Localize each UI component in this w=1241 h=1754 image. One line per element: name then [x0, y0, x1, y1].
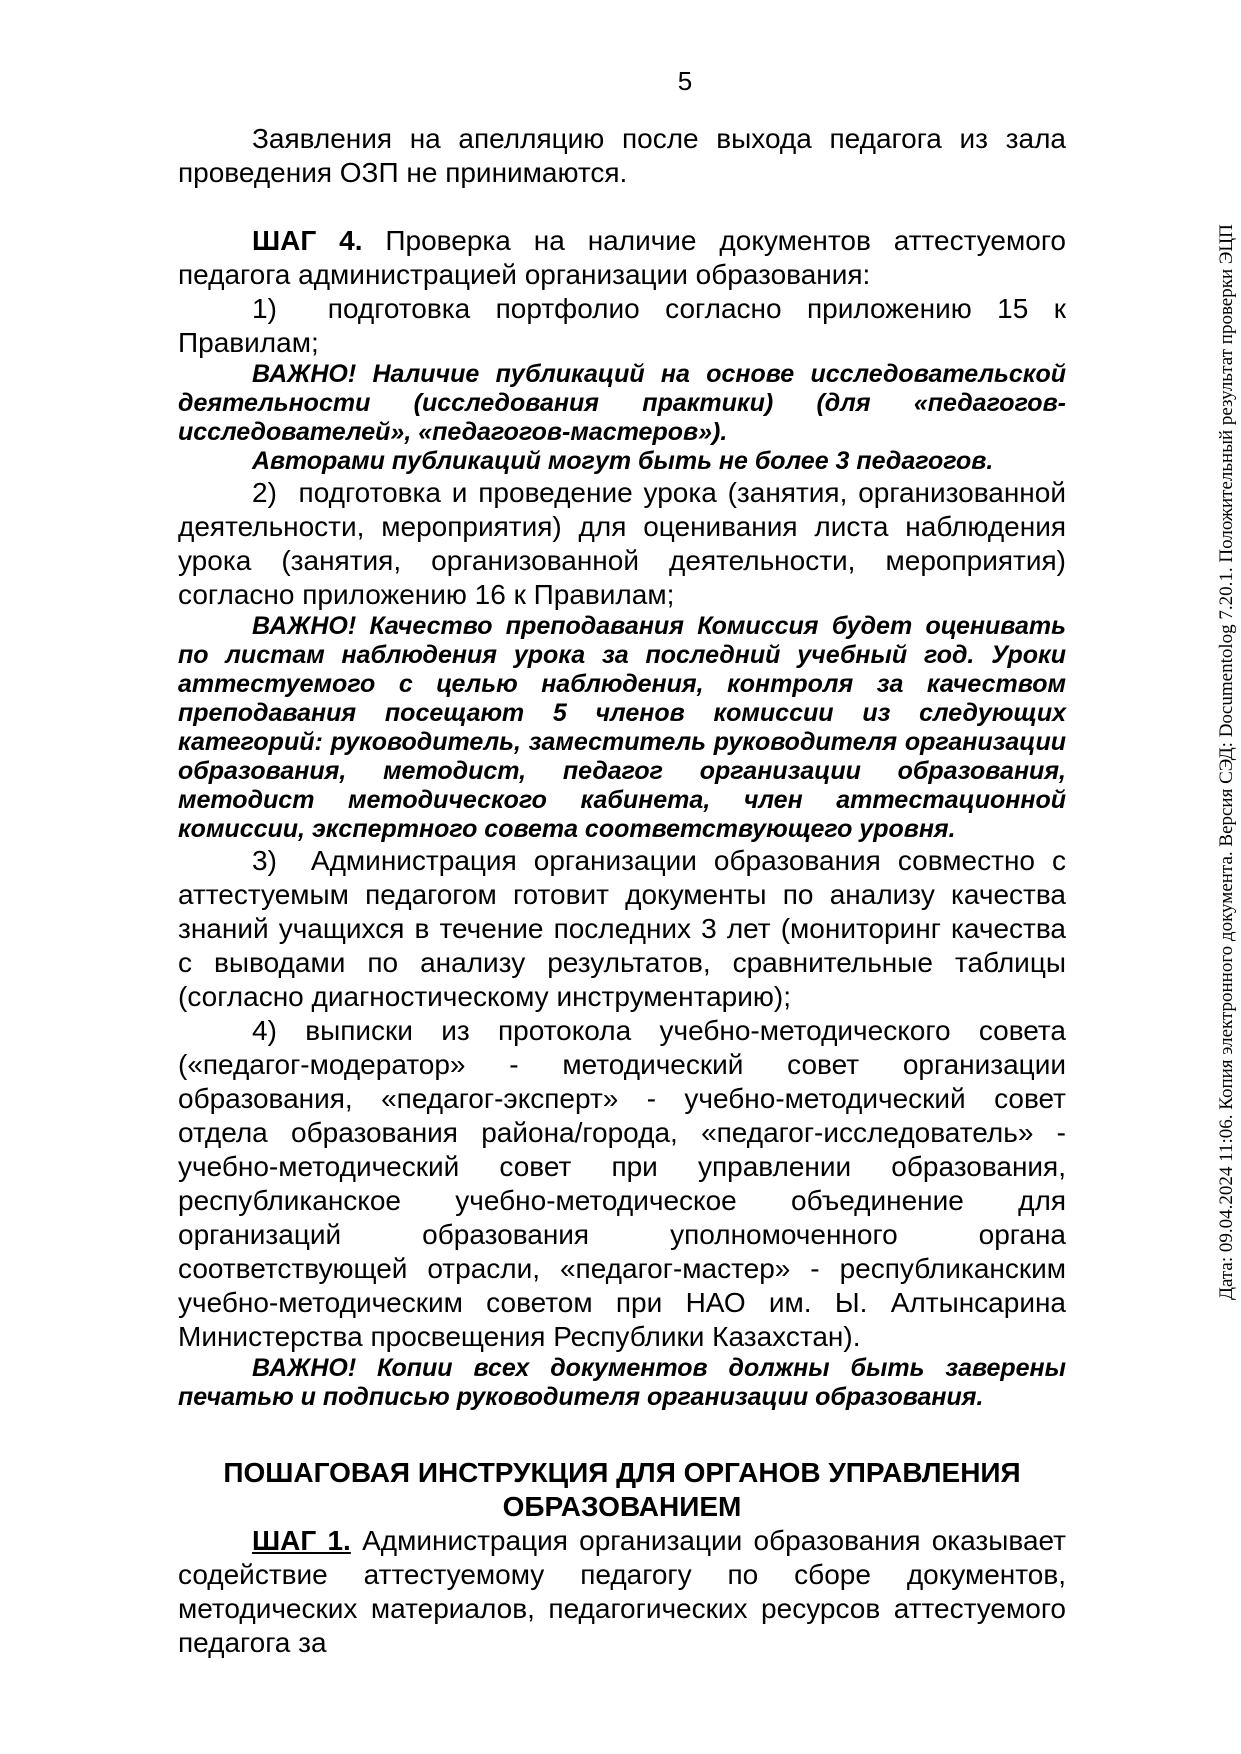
list-item-1: 1) подготовка портфолио согласно приложению 15 к Правилам; [178, 293, 1066, 358]
esign-stamp-text: Дата: 09.04.2024 11:06. Копия электронного документа. Версия СЭД: Documentolog 7.20.1. Положительный результат проверки ЭЦП [1216, 224, 1237, 1300]
blank-line [178, 190, 1066, 224]
list-item-3: 3) Администрация организации образования совместно с аттестуемым педагогом готовит документы по анализу качества знаний учащихся в течение последних 3 лет (мониторинг качества с выводами по анализу результатов, сравнительные таблицы (согласно диагностическому инструментарию); [178, 845, 1066, 1012]
step1-label: ШАГ 1. [252, 1525, 351, 1556]
document-body [178, 122, 1066, 1660]
section-heading: ПОШАГОВАЯ ИНСТРУКЦИЯ ДЛЯ ОРГАНОВ УПРАВЛЕНИЯ ОБРАЗОВАНИЕМ [223, 1457, 1021, 1522]
blank-line [178, 1412, 1066, 1456]
list-item-2: 2) подготовка и проведение урока (занятия, организованной деятельности, мероприятия) для оценивания листа наблюдения урока (занятия, организованной деятельности, мероприятия) согласно приложению 16 к Правилам; [178, 477, 1066, 610]
important-note-copies: ВАЖНО! Копии всех документов должны быть заверены печатью и подписью руководителя организации образования. [178, 1354, 1066, 1411]
paragraph-step1 [178, 1524, 1066, 1660]
list-item-4: 4) выписки из протокола учебно-методического совета («педагог-модератор» - методический совет организации образования, «педагог-эксперт» - учебно-методический совет отдела образования района/города, «педагог-исследователь» - учебно-методический совет при управлении образования, республиканское учебно-методическое объединение для организаций образования уполномоченного органа соответствующей отрасли, «педагог-мастер» - республиканским учебно-методическим советом при НАО им. Ы. Алтынсарина Министерства просвещения Республики Казахстан). [178, 1015, 1066, 1352]
paragraph-appeal: Заявления на апелляцию после выхода педагога из зала проведения ОЗП не принимаются. [178, 123, 1066, 188]
step4-text: Проверка на наличие документов аттестуемого педагога администрацией организации образования: [178, 225, 1066, 290]
step1-text: Администрация организации образования оказывает содействие аттестуемому педагогу по сборе документов, методических материалов, педагогических ресурсов аттестуемого педагога за [178, 1525, 1066, 1658]
page-number: 5 [677, 66, 693, 96]
important-note-publications: ВАЖНО! Наличие публикаций на основе исследовательской деятельности (исследования практики) (для «педагогов-исследователей», «педагогов-мастеров»). [178, 360, 1066, 446]
paragraph-step4 [178, 224, 1066, 292]
important-note-authors: Авторами публикаций могут быть не более 3 педагогов. [252, 447, 994, 475]
important-note-teaching-quality: ВАЖНО! Качество преподавания Комиссия будет оценивать по листам наблюдения урока за последний учебный год. Уроки аттестуемого с целью наблюдения, контроля за качеством преподавания посещают 5 членов комиссии из следующих категорий: руководитель, заместитель руководителя организации образования, методист, педагог организации образования, методист методического кабинета, член аттестационной комиссии, экспертного совета соответствующего уровня. [178, 612, 1066, 843]
step4-label: ШАГ 4. [252, 225, 363, 256]
